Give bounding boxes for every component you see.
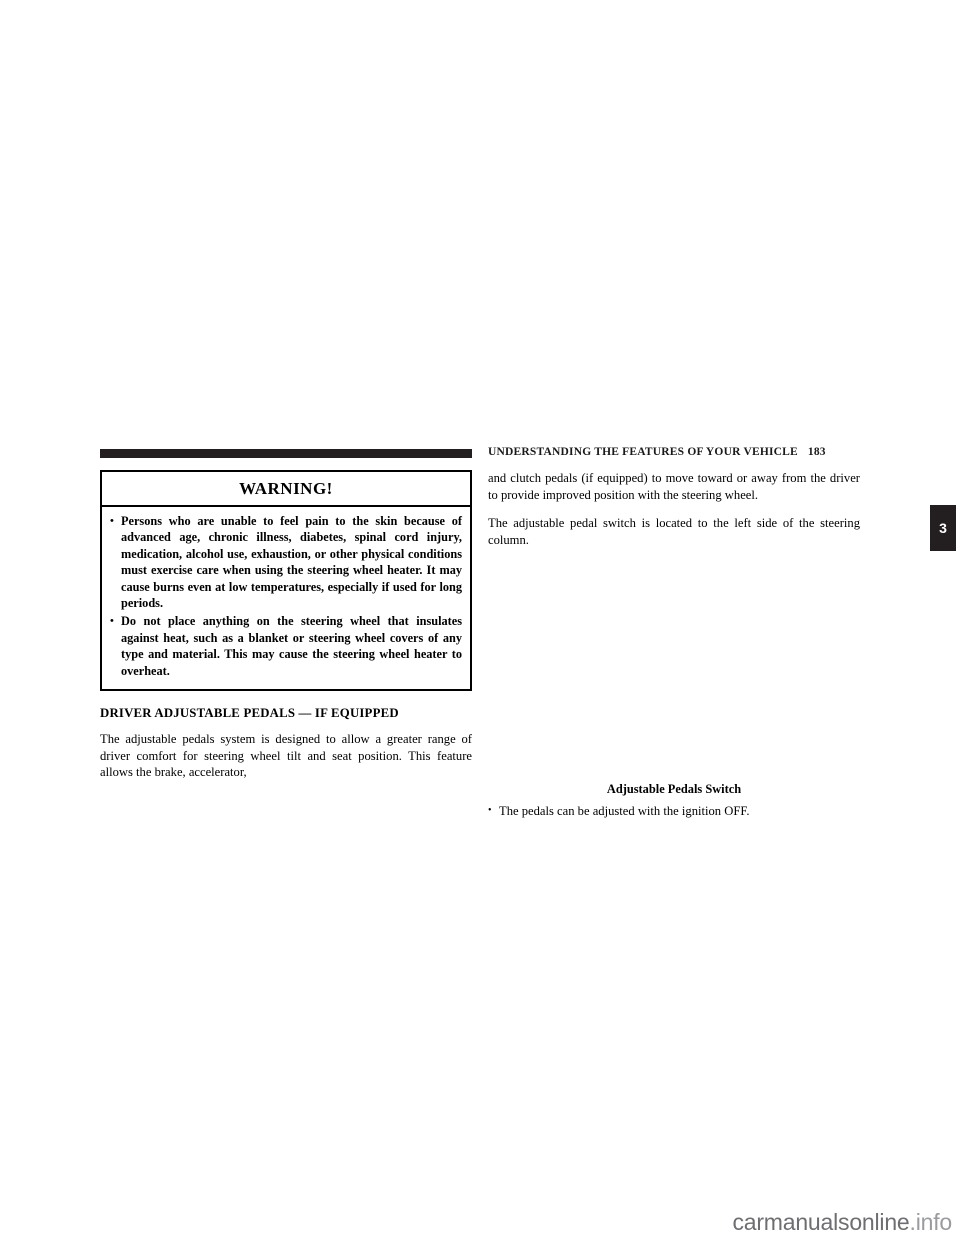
warning-box xyxy=(100,470,472,691)
right-column-bullet-text: The pedals can be adjusted with the ignition OFF. xyxy=(499,804,750,819)
adjustable-pedals-switch-figure xyxy=(488,560,860,782)
running-head xyxy=(488,446,948,458)
left-column xyxy=(100,706,472,793)
section-heading: DRIVER ADJUSTABLE PEDALS — IF EQUIPPED xyxy=(100,706,399,720)
warning-item xyxy=(110,513,462,611)
left-column-paragraph: The adjustable pedals system is designed to allow a greater range of driver comfort for steering wheel tilt and seat position. This feature allows the brake, accelerator, xyxy=(100,732,472,780)
chapter-tab: 3 xyxy=(930,505,956,551)
running-head-text: UNDERSTANDING THE FEATURES OF YOUR VEHICLE xyxy=(488,446,798,458)
warning-title: WARNING! xyxy=(102,472,470,507)
bullet-icon: • xyxy=(110,615,114,628)
warning-item-text: Persons who are unable to feel pain to the skin because of advanced age, chronic illness, diabetes, spinal cord injury, medication, alcohol use, exhaustion, or other physical conditions must exercise care when using the steering wheel heater. It may cause burns even at low temperatures, especially if used for long periods. xyxy=(121,514,462,611)
warning-item xyxy=(110,613,462,679)
running-head-container xyxy=(488,446,948,458)
figure-caption: Adjustable Pedals Switch xyxy=(606,782,742,797)
right-column-bullet xyxy=(488,803,860,820)
watermark-main: carmanualsonline xyxy=(732,1209,910,1235)
site-watermark xyxy=(732,1209,952,1236)
warning-item-text: Do not place anything on the steering wheel that insulates against heat, such as a blanket or steering wheel covers of any type and material. This may cause the steering wheel heater to overheat. xyxy=(121,614,462,678)
bullet-icon: • xyxy=(488,805,492,817)
page-number: 183 xyxy=(807,446,826,458)
right-column-paragraph-2: The adjustable pedal switch is located to the left side of the steering column. xyxy=(488,516,860,547)
warning-body xyxy=(102,507,470,689)
right-column-paragraph-1: and clutch pedals (if equipped) to move toward or away from the driver to provide improved position with the steering wheel. xyxy=(488,471,860,502)
watermark-suffix: .info xyxy=(909,1209,952,1235)
bullet-icon: • xyxy=(110,515,114,527)
right-column xyxy=(488,470,860,824)
header-rule xyxy=(100,449,472,458)
